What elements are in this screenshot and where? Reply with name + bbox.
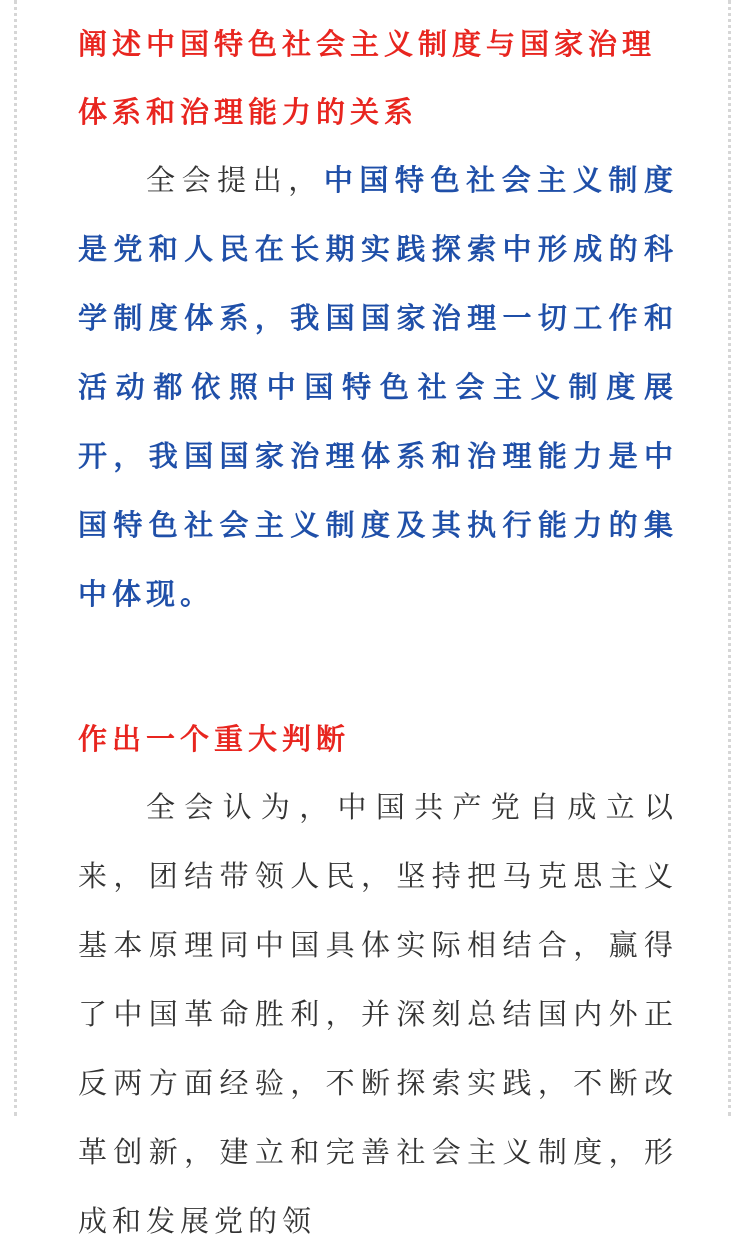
left-dotted-border [14,0,17,1116]
section-judgment [78,705,678,1256]
paragraph-lead: 全会提出， [146,163,324,197]
paragraph-emphasis: 中国特色社会主义制度是党和人民在长期实践探索中形成的科学制度体系，我国国家治理一切工作和活动都依照中国特色社会主义制度展开，我国国家治理体系和治理能力是中国特色社会主义制度及其执行能力的集中体现。 [78,163,678,611]
section-relationship [78,10,678,629]
section-heading-judgment: 作出一个重大判断 [78,722,351,756]
right-dotted-border [728,0,731,1116]
section-heading-relationship: 阐述中国特色社会主义制度与国家治理体系和治理能力的关系 [78,27,657,129]
section-paragraph-judgment: 全会认为，中国共产党自成立以来，团结带领人民，坚持把马克思主义基本原理同中国具体实际相结合，赢得了中国革命胜利，并深刻总结国内外正反两方面经验，不断探索实践，不断改革创新，建立和完善社会主义制度，形成和发展党的领 [78,790,678,1238]
section-paragraph-relationship [78,146,678,629]
article-content [78,10,678,1256]
